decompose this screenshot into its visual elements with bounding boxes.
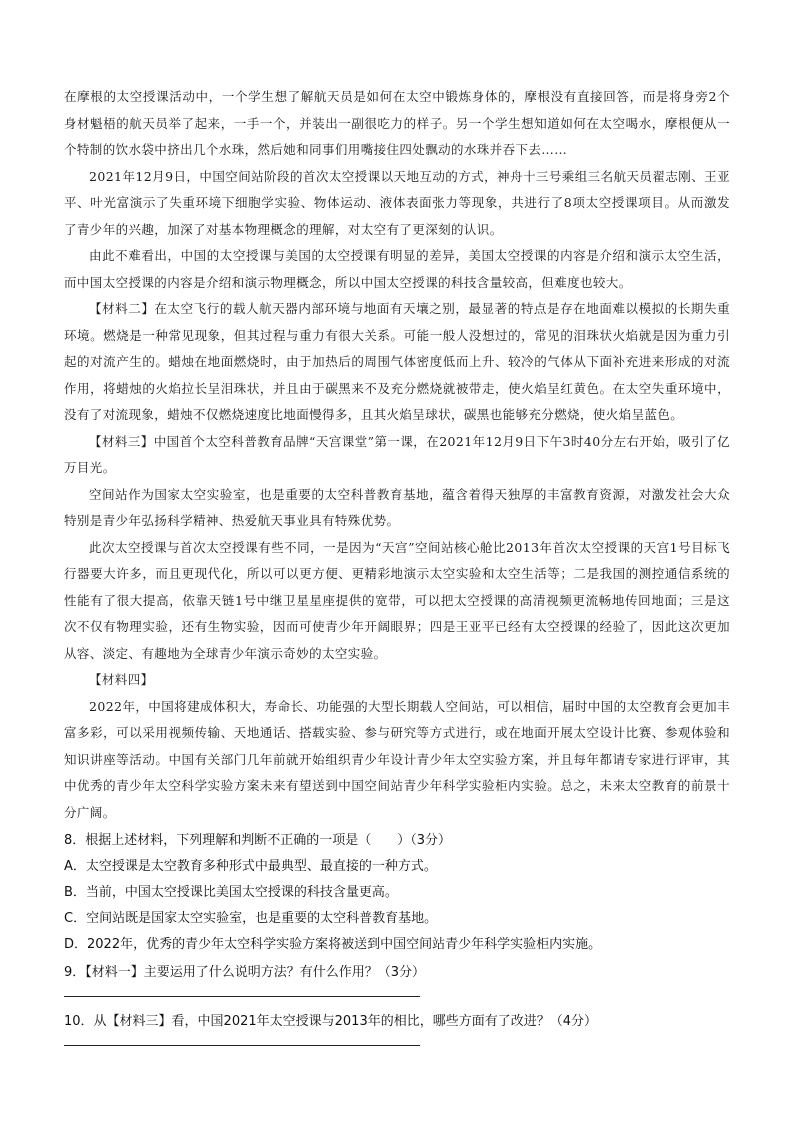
question-8-option-d[interactable]: D．2022年，优秀的青少年太空科学实验方案将被送到中国空间站青少年科学实验柜内实施。 bbox=[64, 937, 602, 952]
question-8 bbox=[64, 828, 730, 958]
paragraph-material-2: 【材料二】在太空飞行的载人航天器内部环境与地面有天壤之别，最显著的特点是存在地面难以模拟的长期失重环境。燃烧是一种常见现象，但其过程与重力有很大关系。可能一般人没想过的，常见的泪珠状火焰就是因为重力引起的对流产生的。蜡烛在地面燃烧时，由于加热后的周围气体密度低而上升、较冷的气体从下面补充进来形成的对流作用，将蜡烛的火焰拉长呈泪珠状，并且由于碳黑来不及充分燃烧就被带走，使火焰呈红黄色。在太空失重环境中，没有了对流现象，蜡烛不仅燃烧速度比地面慢得多，且其火焰呈球状，碳黑也能够充分燃烧，使火焰呈蓝色。 bbox=[64, 301, 730, 422]
paragraph-material-3: 【材料三】中国首个太空科普教育品牌“天宫课堂”第一课，在2021年12月9日下午3时40分左右开始，吸引了亿万目光。 bbox=[64, 433, 730, 475]
question-10 bbox=[64, 1009, 730, 1046]
paragraph-differences: 此次太空授课与首次太空授课有些不同，一是因为“天宫”空间站核心舱比2013年首次太空授课的天宫1号目标飞行器要大许多，而且更现代化，所以可以更方便、更精彩地演示太空实验和太空生活等；二是我国的测控通信系统的性能有了很大提高，依靠天链1号中继卫星星座提供的宽带，可以把太空授课的高清视频更流畅地传回地面；三是这次不仅有物理实验，还有生物实验，因而可使青少年开阔眼界；四是王亚平已经有太空授课的经验了，因此这次更加从容、淡定、有趣地为全球青少年演示奇妙的太空实验。 bbox=[64, 539, 730, 661]
question-9-stem: 9．【材料一】主要运用了什么说明方法？有什么作用？（3分） bbox=[64, 965, 426, 980]
paragraph-comparison: 由此不难看出，中国的太空授课与美国的太空授课有明显的差异，美国太空授课的内容是介绍和演示太空生活，而中国太空授课的内容是介绍和演示物理概念，所以中国太空授课的科技含量较高，但难度也较大。 bbox=[64, 248, 730, 290]
question-9-answer-line[interactable] bbox=[64, 996, 420, 997]
question-8-option-a[interactable]: A．太空授课是太空教育多种形式中最典型、最直接的一种方式。 bbox=[64, 859, 437, 874]
material-4-heading: 【材料四】 bbox=[89, 672, 154, 687]
paragraph-space-station: 空间站作为国家太空实验室，也是重要的太空科普教育基地，蕴含着得天独厚的丰富教育资源，对激发社会大众特别是青少年弘扬科学精神、热爱航天事业具有特殊优势。 bbox=[64, 486, 730, 528]
question-8-option-c[interactable]: C．空间站既是国家太空实验室，也是重要的太空科普教育基地。 bbox=[64, 911, 438, 926]
question-8-option-b[interactable]: B．当前，中国太空授课比美国太空授课的科技含量更高。 bbox=[64, 885, 398, 900]
paragraph-china-first-lesson: 2021年12月9日，中国空间站阶段的首次太空授课以天地互动的方式，神舟十三号乘组三名航天员翟志刚、王亚平、叶光富演示了失重环境下细胞学实验、物体运动、液体表面张力等现象，共进行了8项太空授课项目。从而激发了青少年的兴趣，加深了对基本物理概念的理解，对太空有了更深刻的认识。 bbox=[64, 168, 730, 237]
paragraph-material-4: 2022年，中国将建成体积大，寿命长、功能强的大型长期载人空间站，可以相信，届时中国的太空教育会更加丰富多彩，可以采用视频传输、天地通话、搭载实验、参与研究等方式进行，或在地面开展太空设计比赛、参观体验和知识讲座等活动。中国有关部门几年前就开始组织青少年设计青少年太空实验方案，并且每年都请专家进行评审，其中优秀的青少年太空科学实验方案未来有望送到中国空间站青少年科学实验柜内实验。总之，未来太空教育的前景十分广阔。 bbox=[64, 698, 730, 820]
question-8-stem: 8．根据上述材料，下列理解和判断不正确的一项是（ ）（3分） bbox=[64, 833, 452, 848]
reading-content bbox=[64, 84, 730, 1058]
question-10-answer-line[interactable] bbox=[64, 1045, 420, 1046]
question-9 bbox=[64, 960, 730, 997]
paragraph-morgan-lesson: 在摩根的太空授课活动中，一个学生想了解航天员是如何在太空中锻炼身体的，摩根没有直接回答，而是将身旁2个身材魁梧的航天员举了起来，一手一个，并装出一副很吃力的样子。另一个学生想知道如何在太空喝水，摩根便从一个特制的饮水袋中挤出几个水珠，然后她和同事们用嘴接住四处飘动的水珠并吞下去…… bbox=[64, 89, 730, 157]
question-10-stem: 10．从【材料三】看，中国2021年太空授课与2013年的相比，哪些方面有了改进？（4分） bbox=[64, 1014, 597, 1029]
